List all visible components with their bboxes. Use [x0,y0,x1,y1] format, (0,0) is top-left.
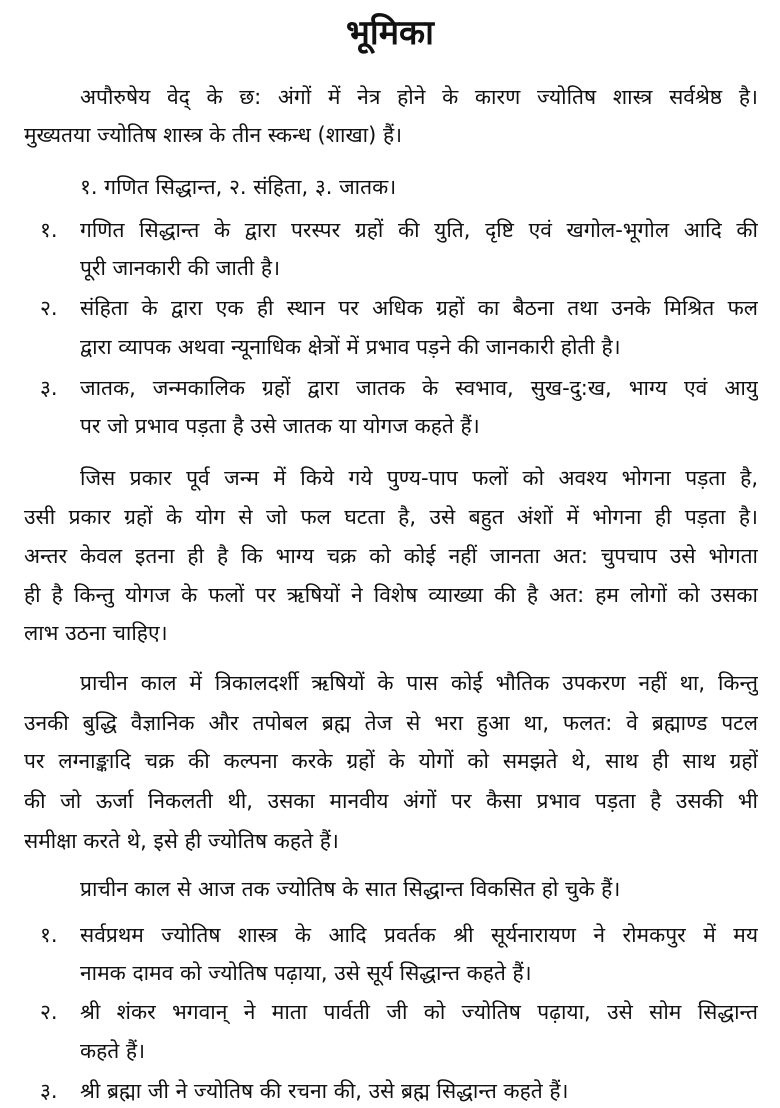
list-item-line: सर्वप्रथम ज्योतिष शास्त्र के आदि प्रवर्तक श्री सूर्यनारायण ने रोमकपुर में मय [80,923,758,947]
list-number: २. [40,296,58,320]
list-number: २. [40,1000,58,1024]
list-item-line: श्री शंकर भगवान् ने माता पार्वती जी को ज्योतिष पढ़ाया, उसे सोम सिद्धान्त [80,1000,758,1024]
paragraph-line: अन्तर केवल इतना ही है कि भाग्य चक्र को कोई नहीं जानता अत: चुपचाप उसे भोगता [24,544,758,568]
paragraph-line: लाभ उठना चाहिए। [24,621,168,645]
list-item-line: श्री ब्रह्मा जी ने ज्योतिष की रचना की, उसे ब्रह्म सिद्धान्त कहते हैं। [80,1079,569,1103]
list-number: १. [40,923,58,947]
list-number: ३. [40,376,58,400]
paragraph-line: समीक्षा करते थे, इसे ही ज्योतिष कहते हैं। [24,829,339,853]
branches-line: १. गणित सिद्धान्त, २. संहिता, ३. जातक। [80,175,397,199]
paragraph-line: अपौरुषेय वेद् के छ: अंगों में नेत्र होने के कारण ज्योतिष शास्त्र सर्वश्रेष्ठ है। [80,85,758,109]
paragraph-line: ही है किन्तु योगज के फलों पर ऋषियों ने विशेष व्याख्या की है अत: हम लोगों को उसका [24,583,758,607]
paragraph-line: प्राचीन काल से आज तक ज्योतिष के सात सिद्धान्त विकसित हो चुके हैं। [80,877,621,901]
list-item-line: पूरी जानकारी की जाती है। [80,256,281,280]
list-item-line: गणित सिद्धान्त के द्वारा परस्पर ग्रहों की युति, दृष्टि एवं खगोल-भूगोल आदि की [80,218,758,242]
list-item-line: जातक, जन्मकालिक ग्रहों द्वारा जातक के स्वभाव, सुख-दु:ख, भाग्य एवं आयु [80,376,758,400]
list-item-line: कहते हैं। [80,1039,146,1063]
paragraph-line: की जो ऊर्जा निकलती थी, उसका मानवीय अंगों पर कैसा प्रभाव पड़ता है उसकी भी [24,789,758,813]
paragraph-line: जिस प्रकार पूर्व जन्म में किये गये पुण्य-पाप फलों को अवश्य भोगना पड़ता है, [80,466,758,490]
list-item-line: द्वारा व्यापक अथवा न्यूनाधिक क्षेत्रों में प्रभाव पड़ने की जानकारी होती है। [80,335,621,359]
list-item-line: नामक दामव को ज्योतिष पढ़ाया, उसे सूर्य सिद्धान्त कहते हैं। [80,961,532,985]
paragraph-line: मुख्यतया ज्योतिष शास्त्र के तीन स्कन्ध (शाखा) हैं। [24,123,403,147]
list-number: ३. [40,1079,58,1103]
paragraph-line: उनकी बुद्धि वैज्ञानिक और तपोबल ब्रह्म तेज से भरा हुआ था, फलत: वे ब्रह्माण्ड पटल [24,711,758,735]
page-title: भूमिका [346,13,434,53]
paragraph-line: उसी प्रकार ग्रहों के योग से जो फल घटता है, उसे बहुत अंशों में भोगना ही पड़ता है। [24,505,758,529]
list-number: १. [40,218,58,242]
paragraph-line: पर लग्नाङ्कादि चक्र की कल्पना करके ग्रहों के योगों को समझते थे, साथ ही साथ ग्रहों [24,749,758,773]
list-item-line: पर जो प्रभाव पड़ता है उसे जातक या योगज कहते हैं। [80,414,480,438]
list-item-line: संहिता के द्वारा एक ही स्थान पर अधिक ग्रहों का बैठना तथा उनके मिश्रित फल [80,296,758,320]
paragraph-line: प्राचीन काल में त्रिकालदर्शी ऋषियों के पास कोई भौतिक उपकरण नहीं था, किन्तु [80,671,758,695]
